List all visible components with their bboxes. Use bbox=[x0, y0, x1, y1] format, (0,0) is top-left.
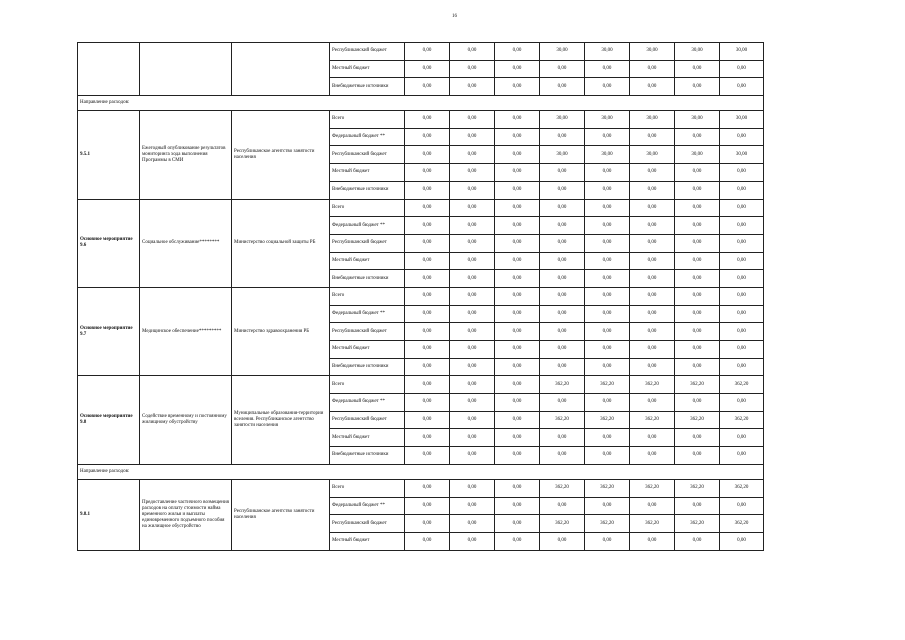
value-cell: 0,00 bbox=[405, 341, 450, 359]
value-cell: 0,00 bbox=[450, 411, 495, 429]
measure-executor: Муниципальные образования-территории вселения. Республиканское агентство занятости населения bbox=[232, 376, 330, 464]
value-cell: 0,00 bbox=[720, 199, 764, 217]
value-cell: 0,00 bbox=[540, 358, 585, 376]
value-cell: 0,00 bbox=[495, 358, 540, 376]
value-cell: 0,00 bbox=[720, 394, 764, 412]
value-cell: 0,00 bbox=[585, 394, 630, 412]
measure-description: Предоставление частичного возмещения расходов на оплату стоимости найма временного жилья и выплаты единовременного подъемного пособия на жилищное обустройство bbox=[140, 479, 232, 550]
measure-code: 9.5.1 bbox=[78, 111, 140, 199]
value-cell: 0,00 bbox=[450, 341, 495, 359]
value-cell: 0,00 bbox=[405, 111, 450, 129]
value-cell: 362,20 bbox=[630, 479, 675, 497]
page-number: 16 bbox=[452, 14, 457, 19]
value-cell: 0,00 bbox=[495, 43, 540, 61]
value-cell: 0,00 bbox=[540, 394, 585, 412]
value-cell: 0,00 bbox=[450, 287, 495, 305]
value-cell: 30,00 bbox=[540, 43, 585, 61]
value-cell: 30,00 bbox=[630, 43, 675, 61]
table-row bbox=[78, 199, 764, 217]
value-cell: 0,00 bbox=[585, 252, 630, 270]
value-cell: 0,00 bbox=[495, 305, 540, 323]
value-cell: 0,00 bbox=[405, 479, 450, 497]
value-cell: 0,00 bbox=[630, 234, 675, 252]
funding-source: Федеральный бюджет ** bbox=[330, 217, 405, 235]
value-cell: 362,20 bbox=[585, 515, 630, 533]
value-cell: 0,00 bbox=[585, 199, 630, 217]
value-cell: 0,00 bbox=[585, 78, 630, 96]
value-cell: 0,00 bbox=[630, 305, 675, 323]
value-cell: 30,00 bbox=[585, 43, 630, 61]
value-cell: 0,00 bbox=[405, 252, 450, 270]
funding-source: Местный бюджет bbox=[330, 252, 405, 270]
value-cell: 0,00 bbox=[450, 181, 495, 199]
measure-description: Социальное обслуживание******** bbox=[140, 199, 232, 287]
value-cell: 0,00 bbox=[630, 341, 675, 359]
measure-executor: Республиканское агентство занятости населения bbox=[232, 479, 330, 550]
value-cell: 0,00 bbox=[720, 287, 764, 305]
value-cell: 0,00 bbox=[405, 447, 450, 465]
value-cell: 0,00 bbox=[675, 60, 720, 78]
value-cell: 0,00 bbox=[450, 111, 495, 129]
value-cell: 0,00 bbox=[405, 181, 450, 199]
value-cell: 0,00 bbox=[630, 60, 675, 78]
value-cell: 0,00 bbox=[720, 305, 764, 323]
value-cell: 0,00 bbox=[495, 199, 540, 217]
value-cell: 0,00 bbox=[630, 429, 675, 447]
value-cell: 0,00 bbox=[585, 164, 630, 182]
section-heading: Направление расходов: bbox=[78, 464, 764, 479]
funding-source: Всего bbox=[330, 287, 405, 305]
value-cell: 0,00 bbox=[720, 323, 764, 341]
value-cell: 0,00 bbox=[450, 252, 495, 270]
value-cell: 0,00 bbox=[630, 447, 675, 465]
value-cell: 0,00 bbox=[405, 515, 450, 533]
value-cell: 0,00 bbox=[495, 341, 540, 359]
funding-source: Федеральный бюджет ** bbox=[330, 497, 405, 515]
value-cell: 0,00 bbox=[405, 358, 450, 376]
value-cell: 0,00 bbox=[450, 323, 495, 341]
measure-executor: Республиканское агентство занятости населения bbox=[232, 111, 330, 199]
value-cell: 0,00 bbox=[495, 146, 540, 164]
value-cell: 0,00 bbox=[405, 532, 450, 550]
value-cell: 30,00 bbox=[585, 111, 630, 129]
value-cell: 0,00 bbox=[720, 429, 764, 447]
value-cell: 0,00 bbox=[405, 199, 450, 217]
section-heading: Направление расходов: bbox=[78, 96, 764, 111]
value-cell: 0,00 bbox=[450, 394, 495, 412]
value-cell: 0,00 bbox=[540, 78, 585, 96]
funding-source: Республиканский бюджет bbox=[330, 515, 405, 533]
value-cell: 0,00 bbox=[585, 217, 630, 235]
value-cell: 0,00 bbox=[630, 358, 675, 376]
value-cell: 0,00 bbox=[630, 164, 675, 182]
measure-description: Медицинское обеспечение********* bbox=[140, 287, 232, 375]
value-cell: 0,00 bbox=[450, 479, 495, 497]
value-cell: 0,00 bbox=[450, 60, 495, 78]
value-cell: 0,00 bbox=[405, 78, 450, 96]
value-cell: 0,00 bbox=[720, 234, 764, 252]
value-cell: 0,00 bbox=[585, 358, 630, 376]
value-cell: 30,00 bbox=[630, 111, 675, 129]
value-cell: 0,00 bbox=[450, 358, 495, 376]
measure-description bbox=[140, 43, 232, 96]
value-cell: 0,00 bbox=[405, 128, 450, 146]
value-cell: 0,00 bbox=[630, 199, 675, 217]
value-cell: 362,20 bbox=[720, 376, 764, 394]
table-row bbox=[78, 43, 764, 61]
budget-table bbox=[77, 42, 764, 551]
value-cell: 362,20 bbox=[630, 411, 675, 429]
value-cell: 0,00 bbox=[495, 78, 540, 96]
value-cell: 0,00 bbox=[675, 394, 720, 412]
value-cell: 362,20 bbox=[540, 411, 585, 429]
funding-source: Всего bbox=[330, 111, 405, 129]
value-cell: 0,00 bbox=[675, 358, 720, 376]
value-cell: 0,00 bbox=[630, 323, 675, 341]
funding-source: Внебюджетные источники bbox=[330, 447, 405, 465]
value-cell: 30,00 bbox=[630, 146, 675, 164]
funding-source: Местный бюджет bbox=[330, 532, 405, 550]
value-cell: 0,00 bbox=[585, 323, 630, 341]
funding-source: Местный бюджет bbox=[330, 60, 405, 78]
value-cell: 0,00 bbox=[540, 497, 585, 515]
value-cell: 30,00 bbox=[585, 146, 630, 164]
value-cell: 0,00 bbox=[540, 164, 585, 182]
value-cell: 0,00 bbox=[585, 497, 630, 515]
funding-source: Федеральный бюджет ** bbox=[330, 394, 405, 412]
value-cell: 0,00 bbox=[450, 497, 495, 515]
value-cell: 0,00 bbox=[630, 287, 675, 305]
value-cell: 0,00 bbox=[585, 532, 630, 550]
value-cell: 0,00 bbox=[720, 532, 764, 550]
value-cell: 0,00 bbox=[495, 270, 540, 288]
measure-code bbox=[78, 43, 140, 96]
value-cell: 0,00 bbox=[495, 394, 540, 412]
value-cell: 0,00 bbox=[675, 532, 720, 550]
value-cell: 362,20 bbox=[720, 479, 764, 497]
value-cell: 0,00 bbox=[495, 287, 540, 305]
value-cell: 0,00 bbox=[630, 217, 675, 235]
value-cell: 0,00 bbox=[495, 429, 540, 447]
value-cell: 0,00 bbox=[495, 164, 540, 182]
value-cell: 362,20 bbox=[630, 515, 675, 533]
value-cell: 0,00 bbox=[675, 305, 720, 323]
value-cell: 362,20 bbox=[675, 515, 720, 533]
value-cell: 0,00 bbox=[450, 270, 495, 288]
value-cell: 0,00 bbox=[675, 199, 720, 217]
funding-source: Всего bbox=[330, 199, 405, 217]
value-cell: 0,00 bbox=[585, 128, 630, 146]
section-row bbox=[78, 96, 764, 111]
value-cell: 362,20 bbox=[720, 515, 764, 533]
value-cell: 0,00 bbox=[450, 305, 495, 323]
value-cell: 0,00 bbox=[585, 270, 630, 288]
value-cell: 0,00 bbox=[675, 341, 720, 359]
value-cell: 0,00 bbox=[585, 181, 630, 199]
value-cell: 0,00 bbox=[630, 532, 675, 550]
table-row bbox=[78, 376, 764, 394]
measure-code: Основное мероприятие 9.7 bbox=[78, 287, 140, 375]
value-cell: 0,00 bbox=[495, 181, 540, 199]
value-cell: 30,00 bbox=[675, 43, 720, 61]
value-cell: 0,00 bbox=[450, 515, 495, 533]
table-row bbox=[78, 287, 764, 305]
value-cell: 0,00 bbox=[495, 252, 540, 270]
value-cell: 362,20 bbox=[540, 479, 585, 497]
value-cell: 0,00 bbox=[540, 341, 585, 359]
value-cell: 0,00 bbox=[585, 287, 630, 305]
table-row bbox=[78, 111, 764, 129]
value-cell: 362,20 bbox=[675, 479, 720, 497]
value-cell: 0,00 bbox=[540, 60, 585, 78]
measure-description: Ежегодный опубликование результатов мониторинга хода выполнения Программы в СМИ bbox=[140, 111, 232, 199]
funding-source: Внебюджетные источники bbox=[330, 181, 405, 199]
value-cell: 30,00 bbox=[540, 111, 585, 129]
value-cell: 0,00 bbox=[450, 78, 495, 96]
value-cell: 0,00 bbox=[495, 515, 540, 533]
value-cell: 0,00 bbox=[405, 376, 450, 394]
value-cell: 0,00 bbox=[405, 323, 450, 341]
value-cell: 0,00 bbox=[540, 217, 585, 235]
value-cell: 0,00 bbox=[405, 270, 450, 288]
value-cell: 0,00 bbox=[405, 411, 450, 429]
table-row bbox=[78, 479, 764, 497]
value-cell: 0,00 bbox=[495, 111, 540, 129]
value-cell: 0,00 bbox=[720, 128, 764, 146]
measure-executor: Министерство социальной защиты РБ bbox=[232, 199, 330, 287]
value-cell: 362,20 bbox=[585, 376, 630, 394]
value-cell: 0,00 bbox=[405, 60, 450, 78]
value-cell: 0,00 bbox=[450, 43, 495, 61]
value-cell: 0,00 bbox=[630, 394, 675, 412]
value-cell: 0,00 bbox=[540, 234, 585, 252]
value-cell: 0,00 bbox=[675, 234, 720, 252]
value-cell: 0,00 bbox=[450, 146, 495, 164]
funding-source: Республиканский бюджет bbox=[330, 411, 405, 429]
measure-code: 9.8.1 bbox=[78, 479, 140, 550]
value-cell: 0,00 bbox=[450, 376, 495, 394]
value-cell: 0,00 bbox=[720, 78, 764, 96]
funding-source: Внебюджетные источники bbox=[330, 358, 405, 376]
value-cell: 0,00 bbox=[495, 532, 540, 550]
measure-executor: Министерство здравоохранения РБ bbox=[232, 287, 330, 375]
value-cell: 0,00 bbox=[585, 234, 630, 252]
value-cell: 0,00 bbox=[675, 429, 720, 447]
value-cell: 0,00 bbox=[720, 497, 764, 515]
value-cell: 0,00 bbox=[630, 252, 675, 270]
value-cell: 0,00 bbox=[720, 358, 764, 376]
funding-source: Федеральный бюджет ** bbox=[330, 305, 405, 323]
value-cell: 362,20 bbox=[720, 411, 764, 429]
value-cell: 0,00 bbox=[720, 341, 764, 359]
value-cell: 0,00 bbox=[630, 128, 675, 146]
value-cell: 0,00 bbox=[720, 164, 764, 182]
value-cell: 30,00 bbox=[720, 111, 764, 129]
funding-source: Всего bbox=[330, 479, 405, 497]
value-cell: 30,00 bbox=[675, 146, 720, 164]
value-cell: 30,00 bbox=[540, 146, 585, 164]
value-cell: 362,20 bbox=[540, 515, 585, 533]
value-cell: 0,00 bbox=[720, 252, 764, 270]
value-cell: 0,00 bbox=[630, 78, 675, 96]
value-cell: 0,00 bbox=[720, 270, 764, 288]
value-cell: 0,00 bbox=[585, 429, 630, 447]
value-cell: 362,20 bbox=[540, 376, 585, 394]
value-cell: 0,00 bbox=[720, 60, 764, 78]
funding-source: Республиканский бюджет bbox=[330, 234, 405, 252]
value-cell: 0,00 bbox=[675, 78, 720, 96]
value-cell: 0,00 bbox=[540, 532, 585, 550]
value-cell: 0,00 bbox=[405, 234, 450, 252]
value-cell: 0,00 bbox=[540, 128, 585, 146]
value-cell: 0,00 bbox=[540, 287, 585, 305]
funding-source: Республиканский бюджет bbox=[330, 146, 405, 164]
measure-code: Основное мероприятие 9.8 bbox=[78, 376, 140, 464]
value-cell: 0,00 bbox=[540, 323, 585, 341]
value-cell: 0,00 bbox=[585, 305, 630, 323]
funding-source: Местный бюджет bbox=[330, 429, 405, 447]
value-cell: 0,00 bbox=[675, 323, 720, 341]
value-cell: 0,00 bbox=[495, 376, 540, 394]
value-cell: 0,00 bbox=[630, 270, 675, 288]
value-cell: 362,20 bbox=[585, 479, 630, 497]
funding-source: Внебюджетные источники bbox=[330, 78, 405, 96]
funding-source: Внебюджетные источники bbox=[330, 270, 405, 288]
value-cell: 0,00 bbox=[495, 128, 540, 146]
value-cell: 0,00 bbox=[630, 181, 675, 199]
value-cell: 0,00 bbox=[405, 146, 450, 164]
value-cell: 0,00 bbox=[450, 217, 495, 235]
value-cell: 0,00 bbox=[540, 305, 585, 323]
value-cell: 0,00 bbox=[495, 479, 540, 497]
value-cell: 0,00 bbox=[675, 217, 720, 235]
value-cell: 0,00 bbox=[495, 217, 540, 235]
value-cell: 0,00 bbox=[675, 270, 720, 288]
value-cell: 0,00 bbox=[495, 497, 540, 515]
value-cell: 30,00 bbox=[675, 111, 720, 129]
value-cell: 0,00 bbox=[675, 181, 720, 199]
measure-executor bbox=[232, 43, 330, 96]
value-cell: 0,00 bbox=[720, 447, 764, 465]
funding-source: Республиканский бюджет bbox=[330, 323, 405, 341]
value-cell: 0,00 bbox=[540, 199, 585, 217]
value-cell: 0,00 bbox=[450, 164, 495, 182]
value-cell: 362,20 bbox=[585, 411, 630, 429]
funding-source: Местный бюджет bbox=[330, 164, 405, 182]
value-cell: 0,00 bbox=[585, 341, 630, 359]
value-cell: 362,20 bbox=[675, 411, 720, 429]
value-cell: 0,00 bbox=[450, 429, 495, 447]
value-cell: 0,00 bbox=[495, 234, 540, 252]
value-cell: 30,00 bbox=[720, 43, 764, 61]
measure-code: Основное мероприятие 9.6 bbox=[78, 199, 140, 287]
value-cell: 0,00 bbox=[405, 287, 450, 305]
value-cell: 0,00 bbox=[405, 497, 450, 515]
value-cell: 0,00 bbox=[675, 287, 720, 305]
value-cell: 0,00 bbox=[675, 164, 720, 182]
value-cell: 0,00 bbox=[405, 43, 450, 61]
value-cell: 0,00 bbox=[405, 394, 450, 412]
value-cell: 0,00 bbox=[495, 323, 540, 341]
value-cell: 0,00 bbox=[450, 532, 495, 550]
value-cell: 0,00 bbox=[540, 447, 585, 465]
value-cell: 30,00 bbox=[720, 146, 764, 164]
value-cell: 0,00 bbox=[720, 181, 764, 199]
measure-description: Содействие временному и постоянному жилищному обустройству bbox=[140, 376, 232, 464]
value-cell: 0,00 bbox=[450, 447, 495, 465]
value-cell: 0,00 bbox=[540, 252, 585, 270]
value-cell: 0,00 bbox=[540, 270, 585, 288]
funding-source: Республиканский бюджет bbox=[330, 43, 405, 61]
funding-source: Федеральный бюджет ** bbox=[330, 128, 405, 146]
value-cell: 0,00 bbox=[540, 181, 585, 199]
value-cell: 0,00 bbox=[630, 497, 675, 515]
value-cell: 0,00 bbox=[720, 217, 764, 235]
value-cell: 0,00 bbox=[675, 447, 720, 465]
table-body bbox=[78, 43, 764, 551]
value-cell: 0,00 bbox=[405, 429, 450, 447]
funding-source: Местный бюджет bbox=[330, 341, 405, 359]
value-cell: 0,00 bbox=[450, 128, 495, 146]
value-cell: 0,00 bbox=[450, 234, 495, 252]
section-row bbox=[78, 464, 764, 479]
value-cell: 0,00 bbox=[675, 128, 720, 146]
value-cell: 0,00 bbox=[585, 60, 630, 78]
funding-source: Всего bbox=[330, 376, 405, 394]
value-cell: 0,00 bbox=[405, 164, 450, 182]
value-cell: 0,00 bbox=[405, 217, 450, 235]
value-cell: 0,00 bbox=[405, 305, 450, 323]
value-cell: 0,00 bbox=[495, 447, 540, 465]
value-cell: 0,00 bbox=[495, 60, 540, 78]
value-cell: 0,00 bbox=[495, 411, 540, 429]
value-cell: 0,00 bbox=[450, 199, 495, 217]
value-cell: 362,20 bbox=[675, 376, 720, 394]
value-cell: 0,00 bbox=[540, 429, 585, 447]
value-cell: 0,00 bbox=[675, 252, 720, 270]
value-cell: 362,20 bbox=[630, 376, 675, 394]
value-cell: 0,00 bbox=[675, 497, 720, 515]
value-cell: 0,00 bbox=[585, 447, 630, 465]
